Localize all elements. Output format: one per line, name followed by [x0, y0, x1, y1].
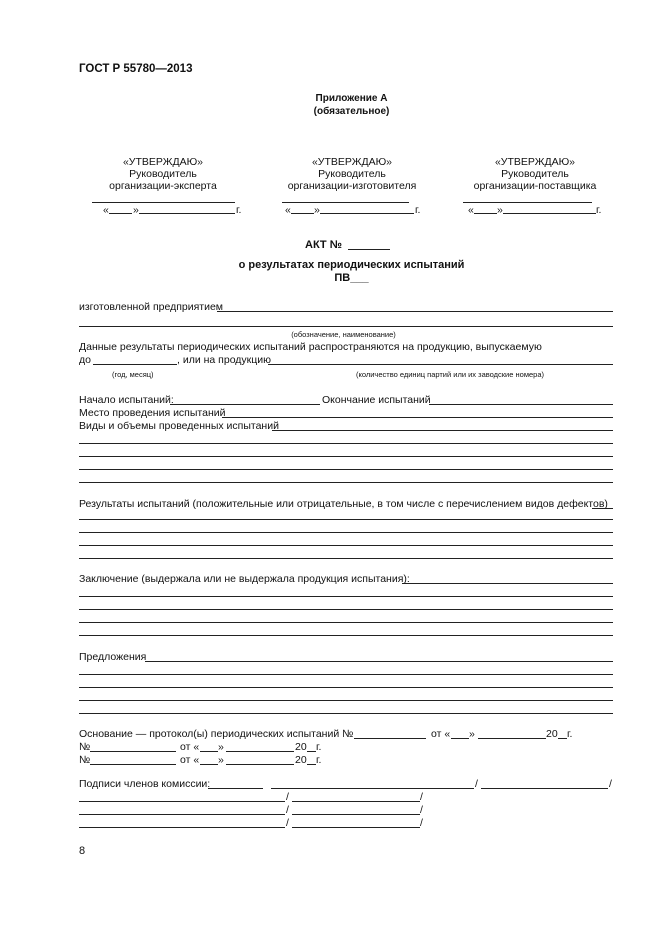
approval-org: организации-эксперта — [109, 180, 217, 192]
date-month-line — [139, 213, 235, 214]
quote-close: » — [133, 204, 139, 216]
slash: / — [420, 791, 423, 803]
conclusion-line[interactable] — [79, 622, 613, 623]
approval-org: организации-поставщика — [473, 180, 597, 192]
slash: / — [420, 817, 423, 829]
signature-name-field[interactable] — [292, 814, 420, 815]
act-subtitle: о результатах периодических испытаний — [238, 259, 465, 271]
start-label: Начало испытаний: — [79, 394, 174, 406]
proposals-line[interactable] — [79, 700, 613, 701]
manufactured-by-field-2[interactable] — [79, 326, 613, 327]
results-label: Результаты испытаний (положительные или отрицательные, в том числе с перечислением видов дефектов) — [79, 498, 608, 510]
standard-code: ГОСТ Р 55780—2013 — [79, 63, 193, 75]
basis-protocol-number[interactable] — [354, 738, 426, 739]
from-label: от « — [431, 728, 451, 740]
page-number: 8 — [79, 845, 86, 857]
quote-open: « — [103, 204, 109, 216]
quote-open: « — [285, 204, 291, 216]
quantity-hint: (количество единиц партий или их заводские номера) — [356, 370, 544, 379]
applicability-text: Данные результаты периодических испытаний распространяются на продукцию, выпускаемую — [79, 341, 542, 353]
slash: / — [420, 804, 423, 816]
types-line[interactable] — [79, 456, 613, 457]
date-month-line — [503, 213, 596, 214]
date-day-line — [291, 213, 314, 214]
types-line[interactable] — [79, 443, 613, 444]
date-day-line — [474, 213, 497, 214]
protocol-day[interactable] — [200, 764, 218, 765]
year-prefix: 20 — [295, 741, 307, 753]
types-line[interactable] — [79, 469, 613, 470]
quote-close: » — [314, 204, 320, 216]
signature-name-field[interactable] — [271, 788, 474, 789]
basis-year[interactable] — [558, 738, 567, 739]
approval-stamp: «УТВЕРЖДАЮ» — [122, 156, 204, 168]
from-label: от « — [180, 741, 200, 753]
slash: / — [286, 817, 289, 829]
year-suffix: г. — [596, 204, 602, 216]
approval-expert — [88, 156, 238, 192]
signature-field[interactable] — [79, 814, 285, 815]
results-field[interactable] — [592, 508, 613, 509]
or-product-label: , или на продукцию — [177, 354, 272, 366]
annex-title: Приложение А — [315, 93, 388, 104]
signature-name-field[interactable] — [292, 827, 420, 828]
approval-manufacturer — [277, 156, 427, 192]
proposals-label: Предложения — [79, 651, 147, 663]
approval-signature-line — [282, 202, 409, 203]
end-date-field[interactable] — [429, 404, 613, 405]
year-suffix: г. — [567, 728, 573, 740]
end-label: Окончание испытаний — [322, 394, 431, 406]
proposals-line[interactable] — [79, 687, 613, 688]
results-line[interactable] — [79, 545, 613, 546]
approval-stamp: «УТВЕРЖДАЮ» — [494, 156, 576, 168]
signature-field[interactable] — [208, 788, 263, 789]
number-sign: № — [79, 754, 91, 766]
basis-month[interactable] — [478, 738, 546, 739]
until-label: до — [79, 354, 91, 366]
manufactured-by-field[interactable] — [217, 311, 613, 312]
act-title: АКТ № — [305, 239, 342, 251]
signature-field[interactable] — [79, 827, 285, 828]
results-line[interactable] — [79, 532, 613, 533]
approval-supplier — [460, 156, 610, 192]
conclusion-line[interactable] — [79, 635, 613, 636]
signature-name-field[interactable] — [292, 801, 420, 802]
approval-stamp: «УТВЕРЖДАЮ» — [311, 156, 393, 168]
until-date-field[interactable] — [93, 364, 177, 365]
from-label: от « — [180, 754, 200, 766]
approval-role: Руководитель — [318, 168, 386, 180]
slash: / — [475, 778, 478, 790]
act-number-line — [348, 249, 390, 250]
protocol-year[interactable] — [307, 751, 316, 752]
quote-close: » — [218, 754, 224, 766]
types-line[interactable] — [79, 482, 613, 483]
year-suffix: г. — [236, 204, 242, 216]
basis-day[interactable] — [451, 738, 469, 739]
proposals-field[interactable] — [145, 661, 613, 662]
annex-status: (обязательное) — [313, 106, 390, 117]
quote-close: » — [469, 728, 475, 740]
proposals-line[interactable] — [79, 713, 613, 714]
year-month-hint: (год, месяц) — [112, 370, 154, 379]
manufactured-by-label: изготовленной предприятием — [79, 301, 224, 313]
basis-label: Основание — протокол(ы) периодических испытаний № — [79, 728, 354, 740]
approval-role: Руководитель — [501, 168, 569, 180]
conclusion-field[interactable] — [402, 583, 613, 584]
approval-signature-line — [463, 202, 592, 203]
number-sign: № — [79, 741, 91, 753]
protocol-day[interactable] — [200, 751, 218, 752]
results-line[interactable] — [79, 519, 613, 520]
protocol-number[interactable] — [90, 751, 176, 752]
start-date-field[interactable] — [170, 404, 320, 405]
year-suffix: г. — [316, 741, 322, 753]
protocol-number[interactable] — [90, 764, 176, 765]
slash: / — [286, 804, 289, 816]
year-suffix: г. — [415, 204, 421, 216]
year-prefix: 20 — [295, 754, 307, 766]
approval-org: организации-изготовителя — [287, 180, 417, 192]
year-prefix: 20 — [546, 728, 558, 740]
results-line[interactable] — [79, 558, 613, 559]
conclusion-line[interactable] — [79, 596, 613, 597]
proposals-line[interactable] — [79, 674, 613, 675]
designation-hint: (обозначение, наименование) — [291, 330, 396, 339]
place-label: Место проведения испытаний — [79, 407, 226, 419]
approval-role: Руководитель — [129, 168, 197, 180]
quote-close: » — [218, 741, 224, 753]
slash: / — [609, 778, 612, 790]
signatures-label: Подписи членов комиссии: — [79, 778, 211, 790]
year-suffix: г. — [316, 754, 322, 766]
protocol-year[interactable] — [307, 764, 316, 765]
date-day-line — [109, 213, 132, 214]
date-month-line — [320, 213, 414, 214]
conclusion-line[interactable] — [79, 609, 613, 610]
approval-signature-line — [92, 202, 235, 203]
types-field[interactable] — [272, 430, 613, 431]
quote-open: « — [468, 204, 474, 216]
conclusion-label: Заключение (выдержала или не выдержала продукция испытания): — [79, 573, 410, 585]
protocol-month[interactable] — [226, 764, 294, 765]
protocol-month[interactable] — [226, 751, 294, 752]
quote-close: » — [497, 204, 503, 216]
place-field[interactable] — [222, 417, 613, 418]
types-label: Виды и объемы проведенных испытаний — [79, 420, 279, 432]
product-quantity-field[interactable] — [268, 364, 613, 365]
act-code: ПВ___ — [334, 272, 369, 284]
signature-field[interactable] — [79, 801, 285, 802]
signature-name-field[interactable] — [481, 788, 608, 789]
slash: / — [286, 791, 289, 803]
